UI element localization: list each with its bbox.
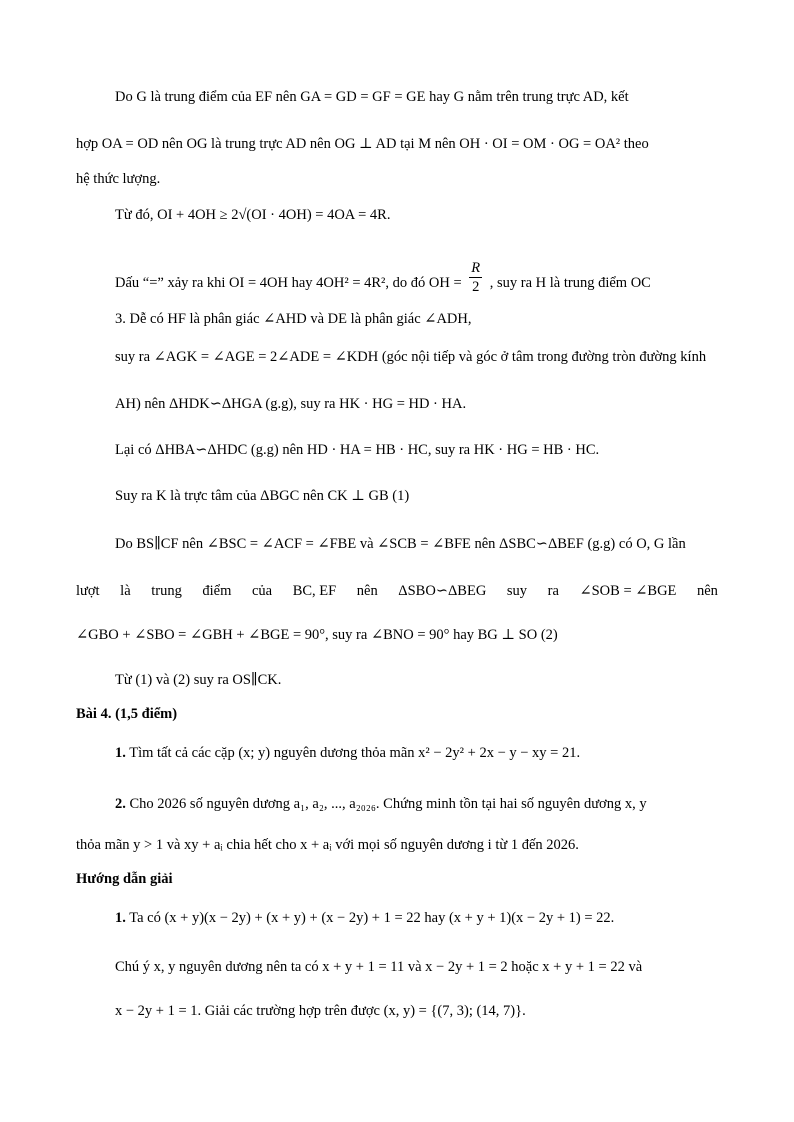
text-line: Tìm tất cả các cặp (x; y) nguyên dương thỏa mãn x² − 2y² + 2x − y − xy = 21. <box>125 745 581 761</box>
text-line: Cho 2026 số nguyên dương a₁, a₂, ..., a₂₀₂₆. Chứng minh tồn tại hai số nguyên dương x, y <box>125 796 647 812</box>
heading-text: Bài 4. (1,5 điểm) <box>76 706 178 722</box>
paragraph-line <box>76 137 794 152</box>
text-line: Ta có (x + y)(x − 2y) + (x + y) + (x − 2y) + 1 = 22 hay (x + y + 1)(x − 2y + 1) = 22. <box>125 910 615 926</box>
paragraph-line <box>115 90 794 105</box>
paragraph-line <box>115 397 794 412</box>
item-number: 2. <box>115 796 126 812</box>
paragraph-line <box>76 172 794 187</box>
paragraph-line <box>115 350 794 365</box>
word: trung <box>151 583 182 599</box>
text-line: hệ thức lượng. <box>76 171 161 187</box>
text-line: ∠GBO + ∠SBO = ∠GBH + ∠BGE = 90°, suy ra ∠BNO = 90° hay BG ⊥ SO (2) <box>76 627 558 643</box>
text-line: Do G là trung điểm của EF nên GA = GD = GF = GE hay G nằm trên trung trực AD, kết <box>115 89 629 105</box>
word: ∠SOB = ∠BGE <box>579 583 677 599</box>
paragraph-line <box>115 960 794 975</box>
word: nên <box>696 583 718 599</box>
text-line: Do BS∥CF nên ∠BSC = ∠ACF = ∠FBE và ∠SCB = ∠BFE nên ΔSBC∽ΔBEF (g.g) có O, G lần <box>115 536 686 552</box>
word: điểm <box>202 583 232 599</box>
text-line: AH) nên ΔHDK∽ΔHGA (g.g), suy ra HK · HG = HD · HA. <box>115 396 467 412</box>
fraction-numerator: R <box>471 260 481 276</box>
fraction <box>469 261 482 294</box>
fraction-denominator: 2 <box>472 278 480 295</box>
paragraph-line <box>115 746 794 761</box>
section-heading <box>76 707 794 722</box>
text-line: Lại có ΔHBA∽ΔHDC (g.g) nên HD · HA = HB · HC, suy ra HK · HG = HB · HC. <box>115 442 600 458</box>
word: BC, EF <box>292 583 337 599</box>
word: suy <box>506 583 528 599</box>
paragraph-line <box>115 911 794 926</box>
text-line: x − 2y + 1 = 1. Giải các trường hợp trên được (x, y) = {(7, 3); (14, 7)}. <box>115 1003 526 1019</box>
text-line: Từ (1) và (2) suy ra OS∥CK. <box>115 672 282 688</box>
word: lượt <box>76 583 100 599</box>
text-line: Dấu “=” xảy ra khi OI = 4OH hay 4OH² = 4R², do đó OH = <box>115 274 462 291</box>
word: của <box>251 583 273 599</box>
paragraph-line <box>115 312 794 327</box>
text-line: thỏa mãn y > 1 và xy + aᵢ chia hết cho x + aᵢ với mọi số nguyên dương i từ 1 đến 2026. <box>76 837 579 853</box>
text-line: suy ra ∠AGK = ∠AGE = 2∠ADE = ∠KDH (góc nội tiếp và góc ở tâm trong đường tròn đường kính <box>115 349 707 365</box>
text-line: Chú ý x, y nguyên dương nên ta có x + y + 1 = 11 và x − 2y + 1 = 2 hoặc x + y + 1 = 22 và <box>115 959 643 975</box>
text-line: 3. Dễ có HF là phân giác ∠AHD và DE là phân giác ∠ADH, <box>115 311 472 327</box>
paragraph-line <box>115 208 794 223</box>
word: là <box>120 583 131 599</box>
paragraph-line <box>115 260 794 300</box>
paragraph-line <box>76 628 794 643</box>
paragraph-line <box>115 537 794 552</box>
text-line: hợp OA = OD nên OG là trung trực AD nên OG ⊥ AD tại M nên OH · OI = OM · OG = OA² theo <box>76 136 649 152</box>
paragraph-line <box>76 838 794 853</box>
text-line: Từ đó, OI + 4OH ≥ 2√(OI · 4OH) = 4OA = 4R. <box>115 207 391 223</box>
paragraph-line <box>115 797 794 812</box>
paragraph-line <box>115 443 794 458</box>
text-line: Suy ra K là trực tâm của ΔBGC nên CK ⊥ GB (1) <box>115 488 410 504</box>
heading-text: Hướng dẫn giải <box>76 871 173 887</box>
paragraph-line <box>115 489 794 504</box>
item-number: 1. <box>115 910 126 926</box>
paragraph-line <box>76 584 718 599</box>
paragraph-line <box>115 1004 794 1019</box>
word: ra <box>547 583 559 599</box>
item-number: 1. <box>115 745 126 761</box>
word: nên <box>356 583 378 599</box>
text-line: , suy ra H là trung điểm OC <box>489 274 651 291</box>
section-heading <box>76 872 794 887</box>
word: ΔSBO∽ΔBEG <box>398 583 487 599</box>
paragraph-line <box>115 673 794 688</box>
